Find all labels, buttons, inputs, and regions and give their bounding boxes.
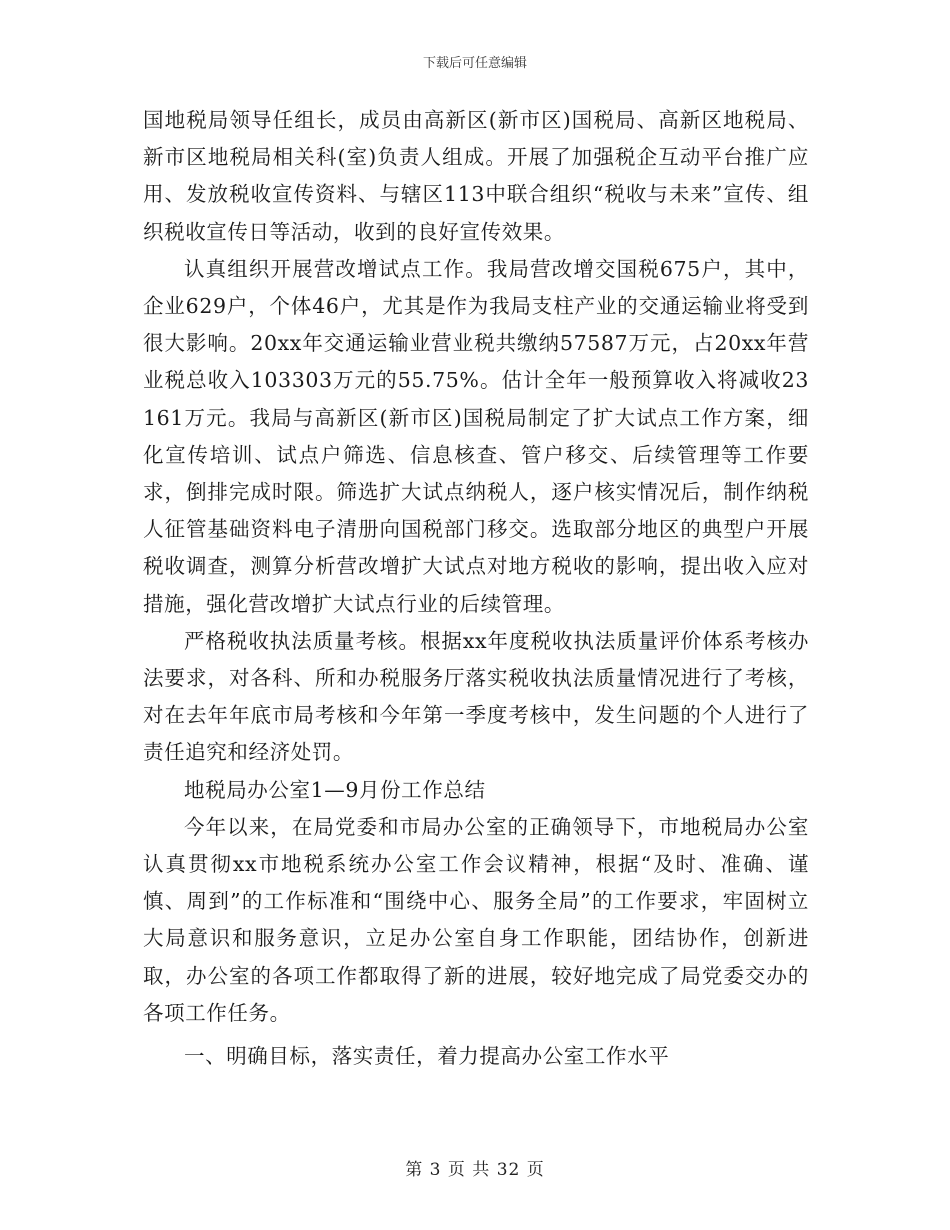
page-header: 下载后可任意编辑: [422, 56, 527, 71]
paragraph-leadership-group: 国地税局领导任组长，成员由高新区(新市区)国税局、高新区地税局、新市区地税局相关科(室)负责人组成。开展了加强税企互动平台推广应用、发放税收宣传资料、与辖区113中联合组织“税收与未来”宣传、组织税收宣传日等活动，收到的良好宣传效果。: [143, 108, 809, 244]
document-body: [143, 102, 809, 1075]
section-title-office-summary: 地税局办公室1—9月份工作总结: [184, 777, 486, 802]
paragraph-vat-reform-pilot: 认真组织开展营改增试点工作。我局营改增交国税675户，其中，企业629户，个体46户，尤其是作为我局支柱产业的交通运输业将受到很大影响。20xx年交通运输业营业税共缴纳57587万元，占20xx年营业税总收入103303万元的55.75%。估计全年一般预算收入将减收23161万元。我局与高新区(新市区)国税局制定了扩大试点工作方案，细化宣传培训、试点户筛选、信息核查、管户移交、后续管理等工作要求，倒排完成时限。筛选扩大试点纳税人，逐户核实情况后，制作纳税人征管基础资料电子清册向国税部门移交。选取部分地区的典型户开展税收调查，测算分析营改增扩大试点对地方税收的影响，提出收入应对措施，强化营改增扩大试点行业的后续管理。: [143, 256, 809, 616]
page-number-footer: 第 3 页 共 32 页: [405, 1160, 545, 1180]
paragraph-enforcement-quality: 严格税收执法质量考核。根据xx年度税收执法质量评价体系考核办法要求，对各科、所和办税服务厅落实税收执法质量情况进行了考核，对在去年年底市局考核和今年第一季度考核中，发生问题的个人进行了责任追究和经济处罚。: [143, 628, 809, 765]
section-heading-goals: 一、明确目标，落实责任，着力提高办公室工作水平: [184, 1044, 670, 1069]
paragraph-office-overview: 今年以来，在局党委和市局办公室的正确领导下，市地税局办公室认真贯彻xx市地税系统办公室工作会议精神，根据“及时、准确、谨慎、周到”的工作标准和“围绕中心、服务全局”的工作要求，牢固树立大局意识和服务意识，立足办公室自身工作职能，团结协作，创新进取，办公室的各项工作都取得了新的进展，较好地完成了局党委交办的各项工作任务。: [143, 814, 809, 1025]
